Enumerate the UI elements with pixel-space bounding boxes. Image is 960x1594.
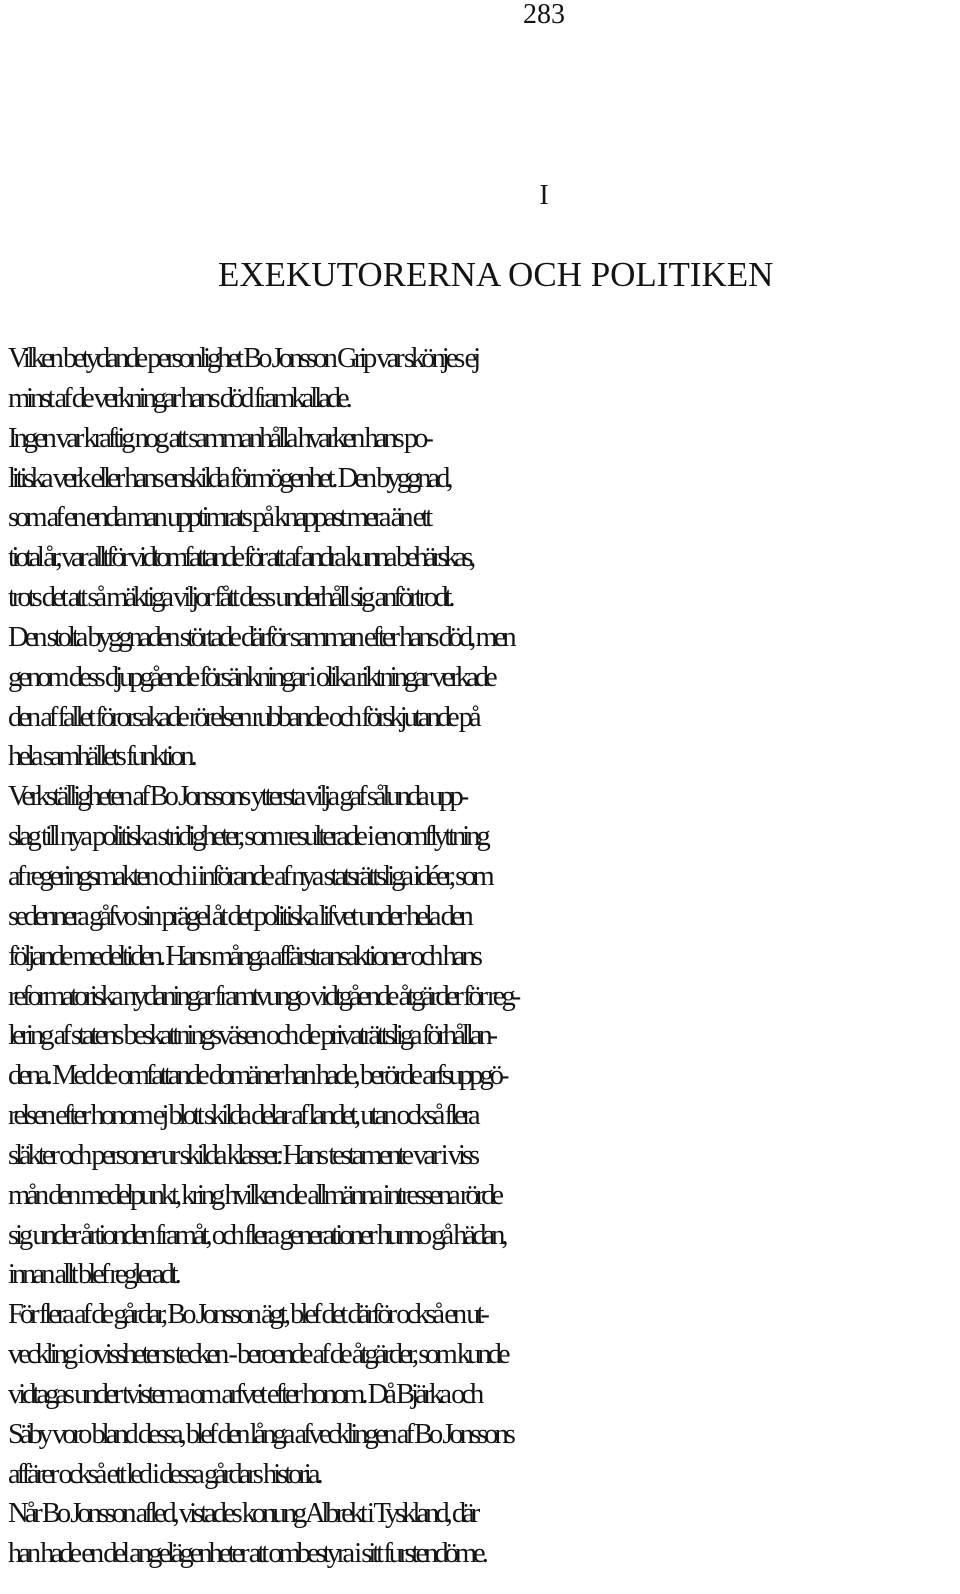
text-line: litiska verk eller hans enskilda förmögenhet. Den byggnad,: [8, 462, 450, 494]
text-line: sedennera gåfvo sin prägel åt det politiska lifvet under hela den: [8, 900, 470, 932]
text-line: sig under årtionden framåt, och flera generationer hunno gå hädan,: [8, 1219, 505, 1251]
text-line: Den stolta byggnaden störtade därför samman efter hans död, men: [8, 621, 513, 653]
text-line: innan allt blef regleradt.: [8, 1259, 178, 1291]
text-line: följande medeltiden. Hans många affärstransaktioner och hans: [8, 940, 479, 972]
text-line: den af fallet förorsakade rörelsen rubbande och förskjutande på: [8, 701, 478, 733]
text-line: dena. Med de omfattande domäner han hade, berörde arfsuppgö-: [8, 1060, 506, 1092]
text-line: vidtagas under tvistema om arfvet efter honom. Då Bjärka och: [8, 1378, 481, 1410]
text-line: affärer också ett led i dessa gårdars historia.: [8, 1458, 320, 1490]
text-line: af regeringsmakten och i införande af nya statsrättsliga idéer, som: [8, 860, 491, 892]
text-line: Verkställigheten af Bo Jonssons yttersta vilja gaf sålunda upp-: [8, 781, 466, 813]
text-line: Ingen var kraftig nog att sammanhålla hvarken hans po-: [8, 422, 430, 454]
text-line: Vilken betydande personlighet Bo Jonsson Grip var skönjes ej: [8, 343, 478, 374]
text-line: lering af statens beskattningsväsen och de privaträttsliga förhållan-: [8, 1020, 495, 1052]
chapter-title: EXEKUTORERNA OCH POLITIKEN: [218, 255, 774, 294]
text-line: veckling i ovisshetens tecken - beroende af de åtgärder, som kunde: [8, 1339, 507, 1371]
text-line: mån den medelpunkt, kring hvilken de allmänna intressena rörde: [8, 1179, 500, 1211]
text-line: trots det att så mäktiga viljor fått dess underhåll sig anförtrodt.: [8, 582, 452, 614]
text-line: släkter och personer ur skilda klasser. Hans testamente var i viss: [8, 1139, 477, 1171]
text-line: Säby voro bland dessa, blef den långa afvecklingen af Bo Jonssons: [8, 1418, 512, 1450]
text-line: minst af de verkningar hans död framkallade.: [8, 382, 349, 414]
text-line: För flera af de gårdar, Bo Jonsson ägt, blef det därför också en ut-: [8, 1299, 486, 1331]
text-line: som af en enda man upptimrats på knappast mera än ett: [8, 502, 430, 534]
chapter-number: I: [539, 180, 549, 211]
text-line: relsen efter honom ej blott skilda delar af landet, utan också flera: [8, 1100, 477, 1132]
text-line: han hade en del angelägenheter att ombestyra i sitt furstendöme.: [8, 1538, 485, 1570]
body-text: [8, 339, 960, 1574]
text-line: Når Bo Jonsson afled, vistades konung Albrekt i Tyskland, där: [8, 1498, 477, 1530]
text-line: reformatoriska nydaningar framtvungo vidtgående åtgärder för reg-: [8, 980, 518, 1012]
text-line: hela samhällets funktion.: [8, 741, 194, 773]
text-line: tiotal år, var alltför vidtomfattande för att af andra kunna behärskas,: [8, 542, 472, 574]
text-line: slag till nya politiska stridigheter, som resulterade i en omflyttning: [8, 821, 487, 853]
page-number: 283: [523, 0, 565, 30]
text-line: genom dess djupgående försänkningar i olika riktningar verkade: [8, 661, 494, 693]
